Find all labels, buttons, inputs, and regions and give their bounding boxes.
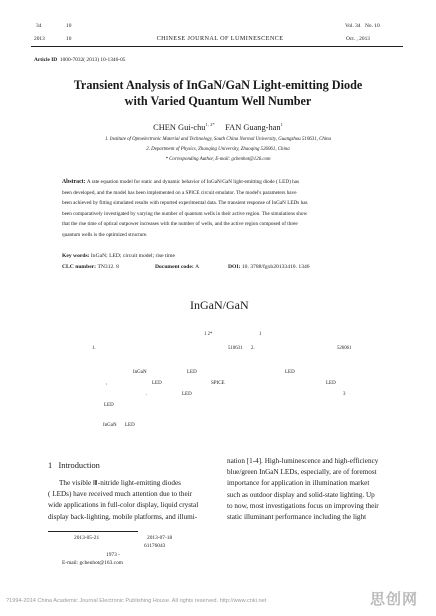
paper-title-line1: Transient Analysis of InGaN/GaN Light-emitting Diode (73, 78, 363, 92)
intro-line: importance for application in illumination market (227, 479, 370, 488)
cn-author-sup: 1 2* (204, 332, 213, 337)
abstract-line: that the rise time of optical outpower increases with the number of wells, and the active region composed of three (62, 221, 298, 227)
cn-abs-frag: LED (187, 370, 197, 375)
cn-keyword: InGaN (103, 423, 117, 428)
abstract-label: Abstract: (62, 179, 86, 185)
cn-aff-2: 2. (251, 346, 255, 351)
header-date: Oct. , 2013 (346, 36, 370, 42)
header-no-cn: 10 (66, 23, 72, 29)
cn-aff-postcode-1: 510631 (228, 346, 243, 351)
header-month: 10 (66, 36, 72, 42)
copyright-footer: ?1994-2014 China Academic Journal Electronic Publishing House. All rights reserved. http://www.cnki.net (6, 598, 267, 604)
grant-number: 61176043 (144, 543, 166, 549)
paper-title-line2: with Varied Quantum Well Number (124, 94, 312, 108)
intro-line: blue/green InGaN LEDs, especially, are of foremost (227, 468, 377, 477)
intro-line: static illuminant performance including the light (227, 513, 367, 522)
intro-line: such as outdoor display and solid-state lighting. Up (227, 490, 375, 499)
abstract (62, 177, 402, 240)
abstract-line: been achieved by fitting simulated results with reported experimental data. The transient response of InGaN LEDs has (62, 200, 308, 206)
corresponding-author: * Corresponding Author, E-mail: gchenhot@126.com (165, 157, 271, 162)
header-vol-en: Vol. 34 (345, 23, 361, 29)
intro-right-column (227, 456, 403, 523)
article-id: Article ID 1000-7032( 2013) 10-1346-05 (34, 57, 126, 63)
cn-title: InGaN/GaN (190, 298, 249, 312)
cn-abs-frag: LED (152, 381, 162, 386)
cn-abs-frag: LED (326, 381, 336, 386)
intro-left-column (48, 478, 216, 523)
abstract-line: been comparatively investigated by varying the number of quantum wells in their active region. The simulations show (62, 210, 308, 217)
watermark: 思创网 (370, 591, 419, 608)
affiliation-1: 1. Institute of Optoelectronic Material and Technology, South China Normal University, Guangzhou 510631, China (104, 137, 332, 142)
cn-abs-frag: InGaN (133, 370, 147, 375)
cn-abs-frag: 3 (343, 392, 346, 397)
header-no-en: No. 10 (365, 23, 380, 29)
intro-line: nation [1-4]. High-luminescence and high-efficiency (227, 457, 379, 465)
intro-line: display back-lighting, mobile platforms, and illumi- (48, 512, 198, 521)
clc-number: CLC number: TN312. 8 (62, 264, 119, 270)
doi: DOI: 10. 3788/fgxb20133410. 1346 (228, 264, 310, 270)
affiliation-2: 2. Department of Physics, Zhaoqing University, Zhaoqing 526061, China (146, 147, 290, 152)
cn-aff-1: 1. (92, 346, 96, 351)
revised-date: 2013-07-18 (147, 535, 173, 541)
document-code: Document code: A (155, 264, 200, 270)
cn-abs-frag: LED (285, 370, 295, 375)
cn-abs-frag: LED (104, 403, 114, 408)
keywords: Key words: InGaN; LED; circuit model; rise time (62, 253, 175, 259)
intro-line: to now, most investigations focus on improving their (227, 501, 379, 510)
received-date: 2013-05-21 (74, 535, 100, 541)
abstract-line: A rate equation model for static and dynamic behavior of InGaN/GaN light-emitting diode ( LED) has (86, 179, 300, 185)
header-year: 2013 (34, 36, 45, 42)
cn-abs-frag: . (146, 392, 148, 397)
header-rule (31, 46, 403, 47)
footnote-rule (48, 531, 138, 532)
abstract-line: been developed, and the model has been implemented on a SPICE circuit emulator. The model's parameters have (62, 189, 297, 196)
cn-keyword: LED (125, 423, 135, 428)
cn-aff-postcode-2: 526061 (337, 346, 352, 351)
intro-line: wide applications in full-color display, liquid crystal (48, 501, 199, 510)
abstract-line: quantum wells is the optimized structure. (62, 231, 148, 238)
author-email: E-mail: gchenhot@163.com (62, 560, 123, 566)
cn-abs-frag: , (106, 381, 108, 386)
bio-year: 1973 - (106, 552, 120, 558)
intro-line: The visible Ⅲ-nitride light-emitting diodes (59, 479, 181, 487)
cn-abs-frag: SPICE (211, 381, 225, 386)
cn-author-sup2: 1 (259, 332, 262, 337)
cn-abs-frag: LED (182, 392, 192, 397)
authors: CHEN Gui-chu$^{1, 2*}$ FAN Guang-han$^1$ (153, 122, 283, 132)
header-vol-cn: 34 (36, 23, 42, 29)
intro-line: ( LEDs) have received much attention due to their (48, 490, 193, 499)
journal-name: CHINESE JOURNAL OF LUMINESCENCE (156, 35, 284, 42)
intro-heading: 1 Introduction (48, 461, 100, 470)
